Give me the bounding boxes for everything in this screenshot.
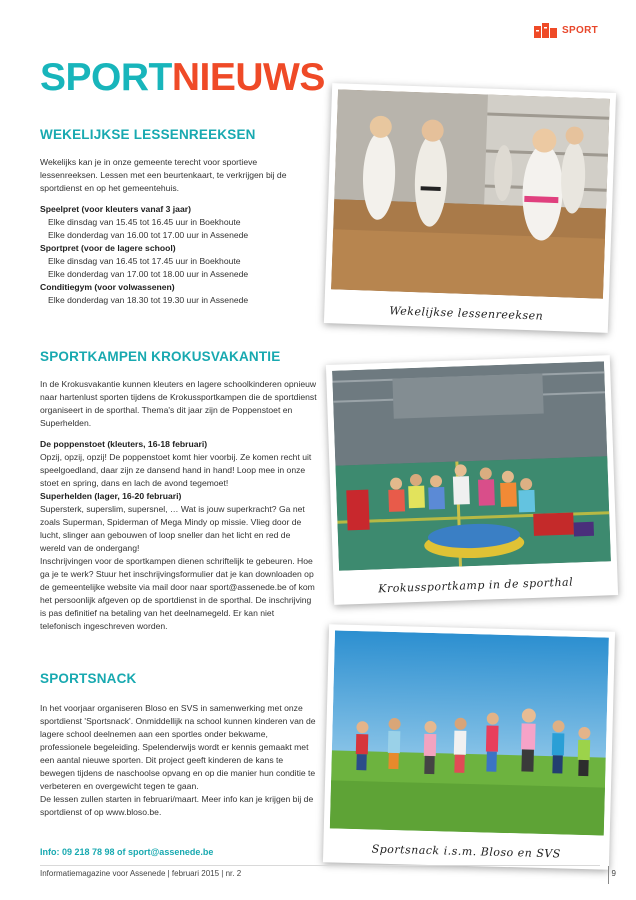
inschrijving-text: Inschrijvingen voor de sportkampen dienen schriftelijk te gebeuren. Hoe ga je te werk? Stuur het inschrijvingsformulier dat je kan downloaden op de gemeentelijke website via mail door naar sport@assenede.be of kom het persoonlijk afgeven op de sportdienst in de sporthal. De inschrijving is pas definitief na betaling van het deelnamegeld. Er kan niet telefonisch ingeschreven worden. [40, 556, 315, 631]
page-number-rule [608, 866, 609, 884]
kampen-body [40, 378, 317, 633]
schedule-line: Elke dinsdag van 16.45 tot 17.45 uur in Boekhoute [48, 256, 241, 266]
heading-lessenreeksen: WEKELIJKSE LESSENREEKSEN [40, 127, 256, 142]
superhelden-title: Superhelden (lager, 16-20 februari) [40, 491, 182, 501]
page-title-part1: SPORT [40, 56, 172, 99]
group-title: Sportpret (voor de lagere school) [40, 243, 176, 253]
footer-rule [40, 865, 600, 866]
group-title: Speelpret (voor kleuters vanaf 3 jaar) [40, 204, 191, 214]
section-tag [534, 22, 598, 38]
photo-karate [324, 83, 616, 333]
heading-sportsnack: SPORTSNACK [40, 671, 137, 686]
kampen-intro: In de Krokusvakantie kunnen kleuters en lagere schoolkinderen opnieuw naar hartenlust sporten tijdens de Krokussportkampen die de sportdienst organiseert in de sporthal. Thema's dit jaar zijn de Poppenstoet en Superhelden. [40, 379, 317, 428]
footer-text: Informatiemagazine voor Assenede | februari 2015 | nr. 2 [40, 869, 242, 878]
schedule-line: Elke dinsdag van 15.45 tot 16.45 uur in Boekhoute [48, 217, 241, 227]
caption-sporthal: Krokussportkamp in de sporthal [378, 575, 574, 596]
sport-stripes-icon [534, 22, 558, 38]
page-title-part2: NIEUWS [171, 56, 325, 99]
karate-photo-image [331, 89, 610, 298]
snack-body [40, 702, 317, 819]
superhelden-text: Supersterk, superslim, supersnel, … Wat is jouw superkracht? Ga net zoals Superman, Spiderman of Mega Mindy op missie. Vlieg door de lucht, slinger aan gebouwen of loop sneller dan het licht en red de wereld van de ondergang! [40, 504, 305, 553]
schedule-line: Elke donderdag van 17.00 tot 18.00 uur in Assenede [48, 269, 249, 279]
poppenstoet-text: Opzij, opzij, opzij! De poppenstoet komt hier voorbij. Ze komen recht uit speelgoedland, daar zijn ze dansend hand in hand! Loop mee in onze stoet en spring, dans en lach de avond tegemoet! [40, 452, 312, 488]
snack-text: In het voorjaar organiseren Bloso en SVS in samenwerking met onze sportdienst 'Sportsnack'. Onmiddellijk na school kunnen kinderen van de lagere school deelnemen aan een sportles onder bekwame, professionele begeleiding. Spelenderwijs wordt er kennis gemaakt met een aantal nieuwe sporten. Dit project geeft kinderen de kans te bewegen tijdens de naschoolse opvang en op die manier hun conditie te verbeteren en overgewicht tegen te gaan. [40, 703, 316, 791]
lessen-body [40, 156, 316, 307]
poppenstoet-title: De poppenstoet (kleuters, 16-18 februari) [40, 439, 208, 449]
group-title: Conditiegym (voor volwassenen) [40, 282, 175, 292]
caption-sportsnack: Sportsnack i.s.m. Bloso en SVS [371, 842, 561, 861]
snack-text2: De lessen zullen starten in februari/maart. Meer info kan je krijgen bij de sportdienst of op www.bloso.be. [40, 794, 314, 817]
sportsnack-photo-image [330, 630, 609, 835]
page-title [40, 58, 325, 97]
photo-sporthal [326, 355, 618, 605]
schedule-line: Elke donderdag van 18.30 tot 19.30 uur in Assenede [48, 295, 249, 305]
caption-karate: Wekelijkse lessenreeksen [389, 304, 544, 323]
sporthal-photo-image [332, 361, 611, 570]
section-tag-label: SPORT [562, 24, 598, 36]
heading-sportkampen: SPORTKAMPEN KROKUSVAKANTIE [40, 349, 281, 364]
page-number: 9 [611, 869, 616, 878]
lessen-intro: Wekelijks kan je in onze gemeente terecht voor sportieve lessenreeksen. Lessen met een beurtenkaart, te verkrijgen bij de sportdienst en op het gemeentehuis. [40, 157, 287, 193]
photo-sportsnack [323, 624, 615, 869]
contact-info: Info: 09 218 78 98 of sport@assenede.be [40, 847, 214, 857]
schedule-line: Elke donderdag van 16.00 tot 17.00 uur in Assenede [48, 230, 249, 240]
